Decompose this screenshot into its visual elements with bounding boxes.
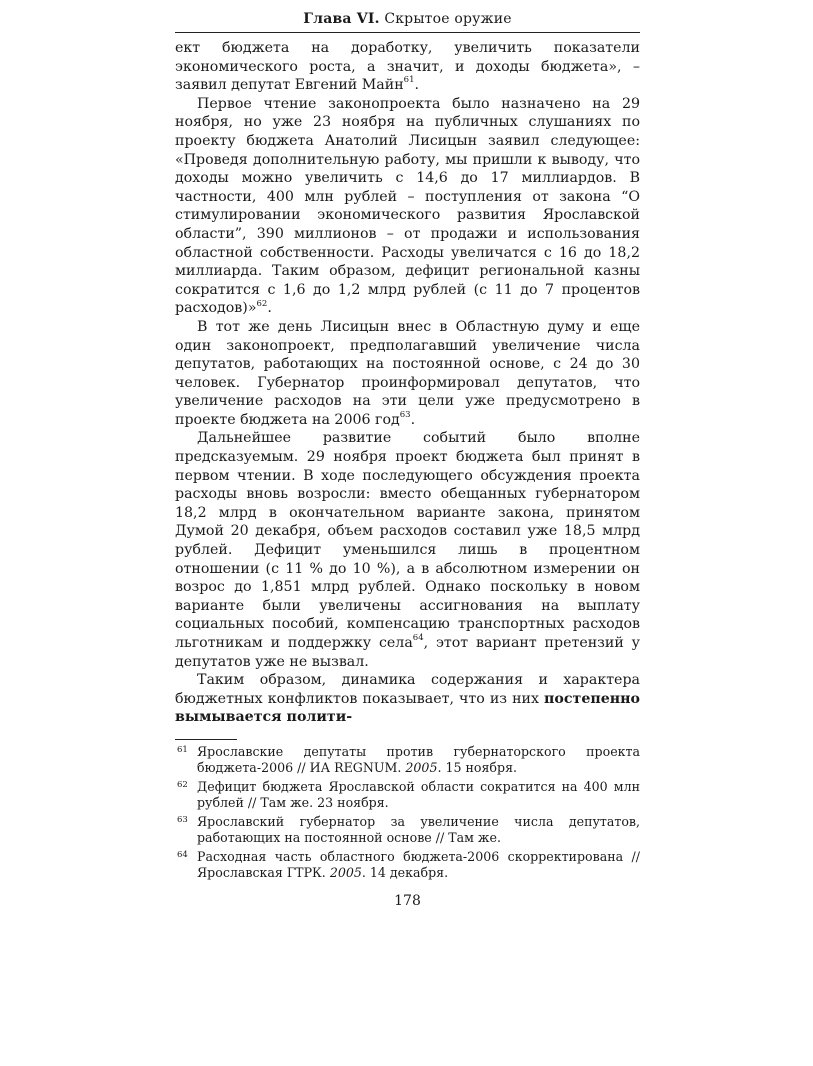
footnote-text: Ярославские депутаты против губернаторского проекта бюджета-2006 // ИА REGNUM. xyxy=(197,743,640,775)
paragraph-text: Таким образом, динамика содержания и характера бюджетных конфликтов показывает, что из них xyxy=(175,672,640,707)
paragraph-bold-text: постепенно вымывается полити- xyxy=(175,690,640,726)
page-number: 178 xyxy=(394,892,421,909)
footnote-divider xyxy=(175,739,237,740)
book-page xyxy=(175,10,640,909)
footnote-ref: 62 xyxy=(256,298,268,309)
paragraph xyxy=(175,95,640,318)
paragraph-text: В тот же день Лисицын внес в Областную думу и еще один законопроект, предполагавший увеличение числа депутатов, работающих на постоянной основе, с 24 до 30 человек. Губернатор проинформировал депутатов, что увеличение расходов на эти цели уже предусмотрено в проекте бюджета на 2006 год xyxy=(175,318,640,428)
footnote-number: 62 xyxy=(177,779,188,790)
paragraph-text: Дальнейшее развитие событий было вполне предсказуемым. 29 ноября проект бюджета был принят в первом чтении. В ходе последующего обсуждения проекта расходы вновь возросли: вместо обещанных губернатором 18,2 млрд в окончательном варианте закона, принятом Думой 20 декабря, объем расходов составил уже 18,5 млрд рублей. Дефицит уменьшился лишь в процентном отношении (с 11 % до 10 %), а в абсолютном измерении он возрос до 1,851 млрд рублей. Однако поскольку в новом варианте были увеличены ассигнования на выплату социальных пособий, компенсацию транспортных расходов льготникам и поддержку села xyxy=(175,430,640,651)
footnote xyxy=(175,744,640,776)
paragraph xyxy=(175,39,640,95)
chapter-title: Скрытое оружие xyxy=(384,11,512,27)
footnote xyxy=(175,849,640,881)
footnote-ref: 61 xyxy=(403,75,415,86)
paragraph-tail: . xyxy=(414,77,420,94)
footnote-text-end: . 15 ноября. xyxy=(437,759,518,775)
footnote-number: 63 xyxy=(177,814,188,825)
paragraph-tail: . xyxy=(410,411,416,428)
running-header xyxy=(175,10,640,33)
paragraph xyxy=(175,429,640,671)
footnote-text: Ярославский губернатор за увеличение числа депутатов, работающих на постоянной основе // Там же. xyxy=(197,813,640,845)
footnotes xyxy=(175,744,640,881)
footnote-ref: 64 xyxy=(412,633,424,644)
footnote xyxy=(175,779,640,811)
paragraph-text: Первое чтение законопроекта было назначено на 29 ноября, но уже 23 ноября на публичных слушаниях по проекту бюджета Анатолий Лисицын заявил следующее: «Проведя дополнительную работу, мы пришли к выводу, что доходы можно увеличить с 14,6 до 17 миллиардов. В частности, 400 млн рублей – поступления от закона “О стимулировании экономического развития Ярославской области”, 390 миллионов – от продажи и использования областной собственности. Расходы увеличатся с 16 до 18,2 миллиарда. Таким образом, дефицит региональной казны сократится с 1,6 до 1,2 млрд рублей (с 11 до 7 процентов расходов)» xyxy=(175,95,640,317)
footnote-year: 2005 xyxy=(329,864,362,880)
body-text xyxy=(175,39,640,727)
footnote xyxy=(175,814,640,846)
chapter-number: Глава VI. xyxy=(303,11,380,27)
paragraph-tail: . xyxy=(267,300,272,317)
paragraph-tail: , этот вариант претензий у депутатов уже не вызвал. xyxy=(175,635,640,670)
footnote-text-end: . 14 декабря. xyxy=(361,864,449,880)
footnote-text: Расходная часть областного бюджета-2006 скорректирована // Ярославская ГТРК. xyxy=(197,848,640,880)
footnote-year: 2005 xyxy=(405,759,438,775)
paragraph xyxy=(175,671,640,727)
paragraph-text: ект бюджета на доработку, увеличить показатели экономического роста, а значит, и доходы бюджета», – заявил депутат Евгений Майн xyxy=(175,40,640,94)
footnote-number: 64 xyxy=(177,849,188,860)
footnote-number: 61 xyxy=(177,744,188,755)
footnote-ref: 63 xyxy=(399,410,411,421)
footnote-text: Дефицит бюджета Ярославской области сократится на 400 млн рублей // Там же. 23 ноября. xyxy=(197,778,640,810)
paragraph xyxy=(175,318,640,430)
